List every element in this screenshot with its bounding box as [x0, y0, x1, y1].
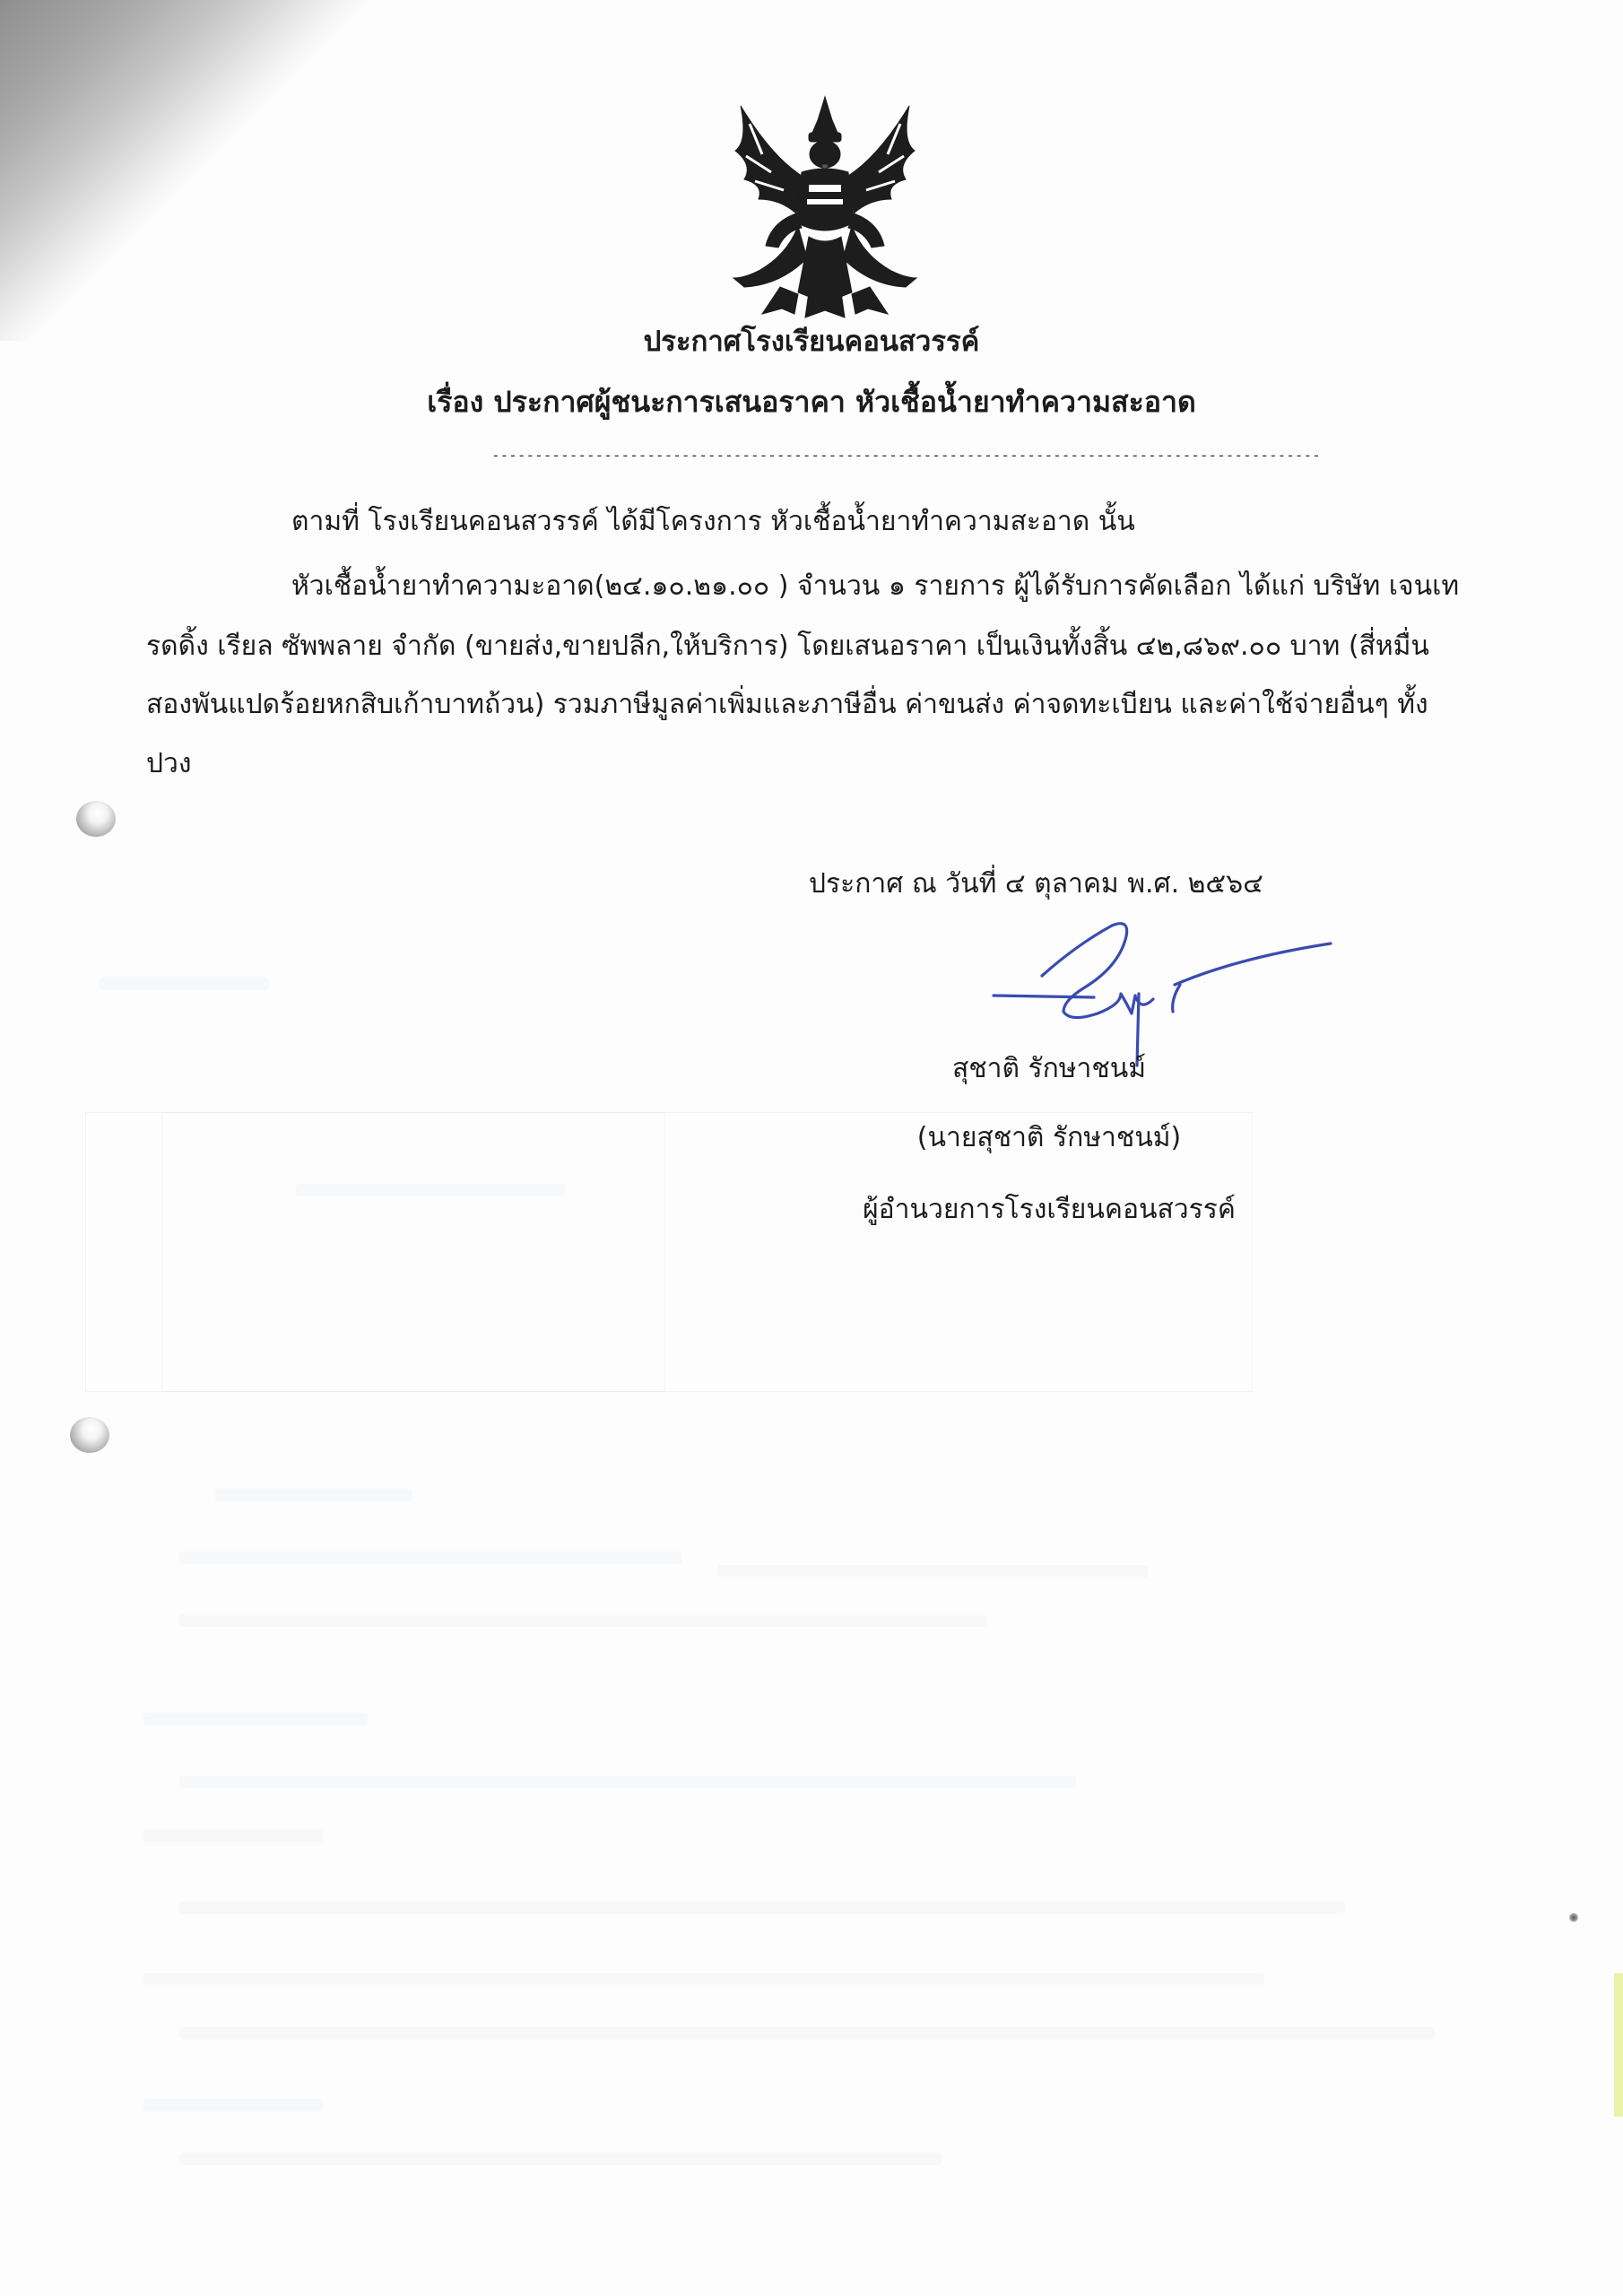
paper-edge-tint	[1614, 1973, 1623, 2117]
bleed-through-line	[179, 1552, 681, 1564]
bleed-through-line	[296, 1184, 565, 1196]
bleed-through-line	[179, 2152, 942, 2165]
handwritten-signature	[986, 913, 1345, 1065]
announcement-subject: เรื่อง ประกาศผู้ชนะการเสนอราคา หัวเชื้อน้ำยาทำความสะอาด	[427, 385, 1196, 419]
bleed-through-line	[143, 2099, 323, 2111]
bleed-through-line	[179, 1901, 1345, 1914]
paragraph-line: รดดิ้ง เรียล ซัพพลาย จำกัด (ขายส่ง,ขายปลีก,ให้บริการ) โดยเสนอราคา เป็นเงินทั้งสิ้น ๔๒,๘๖๙.๐๐ บาท (สี่หมื่น	[146, 631, 1429, 662]
announcement-title: ประกาศโรงเรียนคอนสวรรค์	[643, 326, 980, 358]
paragraph-line: ปวง	[146, 748, 192, 779]
divider-line: ------------------------------------------------------------------------------------------------	[491, 447, 1321, 464]
signer-name: สุชาติ รักษาชนม์	[951, 1053, 1147, 1084]
folded-corner-shadow	[0, 0, 377, 341]
signer-full-name: (นายสุชาติ รักษาชนม์)	[916, 1122, 1182, 1153]
bleed-through-line	[215, 1489, 412, 1501]
paragraph-first-line: ตามที่ โรงเรียนคอนสวรรค์ ได้มีโครงการ หัวเชื้อน้ำยาทำความสะอาด นั้น	[291, 506, 1135, 537]
punch-hole-lower	[70, 1417, 109, 1453]
signer-position: ผู้อำนวยการโรงเรียนคอนสวรรค์	[863, 1194, 1236, 1225]
bleed-through-line	[179, 2027, 1435, 2039]
bleed-through-line	[179, 1776, 1076, 1788]
paper-speck	[1569, 1913, 1578, 1922]
announcement-date: ประกาศ ณ วันที่ ๔ ตุลาคม พ.ศ. ๒๕๖๔	[809, 868, 1263, 900]
bleed-through-line	[143, 1713, 368, 1726]
bleed-through-line	[99, 978, 269, 990]
bleed-through-line	[143, 1973, 1264, 1986]
bleed-through-line	[179, 1614, 986, 1627]
punch-hole-upper	[76, 801, 116, 837]
bleed-through-table-column	[161, 1112, 665, 1392]
paragraph-line: สองพันแปดร้อยหกสิบเก้าบาทถ้วน) รวมภาษีมูลค่าเพิ่มและภาษีอื่น ค่าขนส่ง ค่าจดทะเบียน และค่าใช้จ่ายอื่นๆ ทั้ง	[146, 689, 1428, 720]
garuda-emblem-icon	[708, 79, 942, 321]
bleed-through-line	[143, 1830, 323, 1842]
bleed-through-line	[717, 1565, 1148, 1578]
paragraph-line: หัวเชื้อน้ำยาทำความะอาด(๒๔.๑๐.๒๑.๐๐ ) จำนวน ๑ รายการ ผู้ได้รับการคัดเลือก ได้แก่ บริษัท เจนเท	[291, 570, 1460, 602]
